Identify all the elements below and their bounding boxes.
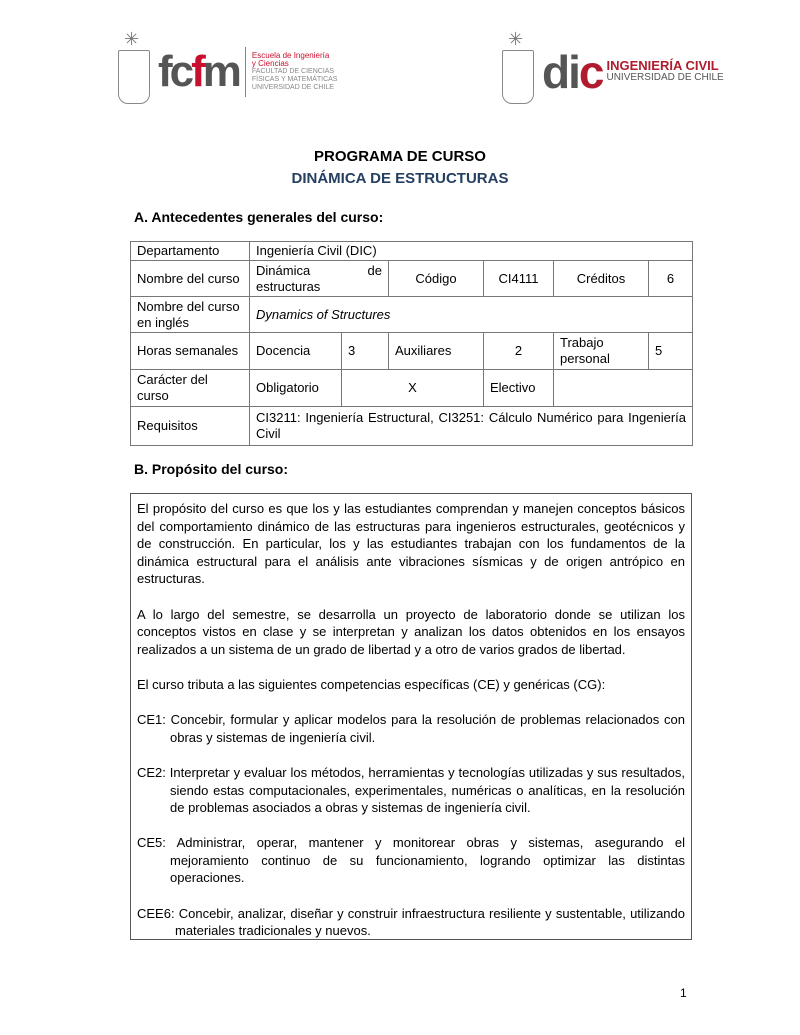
competency-item: CE2: Interpretar y evaluar los métodos, herramientas y tecnologías utilizadas y sus resultados, siendo estas computacionales, experimentales, numéricas o analíticas, en la resolución de problemas asociados a obras y sistemas de ingeniería civil.	[137, 764, 685, 816]
competency-item: CE1: Concebir, formular y aplicar modelos para la resolución de problemas relacionados con obras y sistemas de ingeniería civil.	[137, 712, 685, 745]
university-crest-icon	[118, 50, 150, 104]
course-title: DINÁMICA DE ESTRUCTURAS	[291, 170, 509, 187]
obligatorio-mark: X	[341, 369, 484, 407]
competency-item: CE5: Administrar, operar, mantener y monitorear obras y sistemas, asegurando el mejoramiento continuo de su funcionamiento, logrando optimizar las distintas operaciones.	[137, 835, 685, 886]
purpose-box: El propósito del curso es que los y las estudiantes comprendan y manejen conceptos básicos del comportamiento dinámico de las estructuras para ingenieros estructurales, geotécnicos y de construcción. En particular, los y las estudiantes trabajan con los fundamentos de la dinámica estructural para el análisis ante vibraciones sísmicas y de origen antrópico en estructuras. A lo largo del semestre, se desarrolla un proyecto de laboratorio donde se utilizan los conceptos vistos en clase y se interpretan y analizan los datos obtenidos en los ensayos realizados a un sistema de un grado de libertad y a otro de varios grados de libertad. El curso tributa a las siguientes competencias específicas (CE) y genéricas (CG): CE1: Concebir, formular y aplicar modelos para la resolución de problemas relacionados con obras y sistemas de ingeniería civil. CE2: Interpretar y evaluar los métodos, herramientas y tecnologías utilizadas y sus resultados, siendo estas computacionales, experimentales, numéricas o analíticas, en la resolución de problemas asociados a obras y sistemas de ingeniería civil. CE5: Administrar, operar, mantener y monitorear obras y sistemas, asegurando el mejoramiento continuo de su funcionamiento, logrando optimizar las distintas operaciones. CEE6: Concebir, analizar, diseñar y construir infraestructura resiliente y sustentable, utilizando materiales tradicionales y nuevos.	[130, 493, 692, 940]
university-crest-icon	[502, 50, 534, 104]
competency-item: CEE6: Concebir, analizar, diseñar y construir infraestructura resiliente y sustentable, utilizando materiales tradicionales y nuevos.	[137, 905, 685, 939]
electivo-mark	[553, 369, 693, 407]
document-title: PROGRAMA DE CURSO	[314, 148, 486, 165]
page-number: 1	[680, 986, 687, 1000]
document-page: ✳ fcfm Escuela de Ingeniería y Ciencias FACULTAD DE CIENCIAS FÍSICAS Y MATEMÁTICAS UNIVERSIDAD DE CHILE ✳ dic INGENIERÍA CIVIL UNIVERSIDAD DE CHILE PROGRAMA DE CURSO DINÁMICA DE ESTRUCTURAS A. Antecedentes generales del curso: Departamento Ingeniería Civil (DIC) Nombre del curso Dinámica de estructuras Código CI4111 Créditos 6 Nombre del curso en inglés Dynamics of Structures Horas semanales Docencia 3 Auxiliares 2 Trabajo personal 5 Carácter del curso Obligatorio X Electivo Requisitos CI3211: Ingeniería Estructural, CI3251: Cálculo Numérico para Ingeniería Civil B. Propósito del curso: El propósito del curso es que los y las estudiantes comprendan y manejen conceptos básicos del comportamiento dinámico de las estructuras para ingenieros estructurales, geotécnicos y de construcción. En particular, los y las estudiantes trabajan con los fundamentos de la dinámica estructural para el análisis ante vibraciones sísmicas y de origen antrópico en estructuras. A lo largo del semestre, se desarrolla un proyecto de laboratorio donde se utilizan los conceptos vistos en clase y se interpretan y analizan los datos obtenidos en los ensayos realizados a un sistema de un grado de libertad y a otro de varios grados de libertad. El curso tributa a las siguientes competencias específicas (CE) y genéricas (CG): CE1: Concebir, formular y aplicar modelos para la resolución de problemas relacionados con obras y sistemas de ingeniería civil. CE2: Interpretar y evaluar los métodos, herramientas y tecnologías utilizadas y sus resultados, siendo estas computacionales, experimentales, numéricas o analíticas, en la resolución de problemas asociados a obras y sistemas de ingeniería civil. CE5: Administrar, operar, mantener y monitorear obras y sistemas, asegurando el mejoramiento continuo de su funcionamiento, logrando optimizar las distintas operaciones. CEE6: Concebir, analizar, diseñar y construir infraestructura resiliente y sustentable, utilizando materiales tradicionales y nuevos. 1	[0, 0, 800, 1035]
section-a-heading: A. Antecedentes generales del curso:	[134, 209, 384, 225]
dic-logo: ✳ dic INGENIERÍA CIVIL UNIVERSIDAD DE CHILE	[502, 40, 724, 104]
fcfm-logo: ✳ fcfm Escuela de Ingeniería y Ciencias FACULTAD DE CIENCIAS FÍSICAS Y MATEMÁTICAS UNIVERSIDAD DE CHILE	[118, 40, 337, 104]
section-b-heading: B. Propósito del curso:	[134, 461, 289, 477]
